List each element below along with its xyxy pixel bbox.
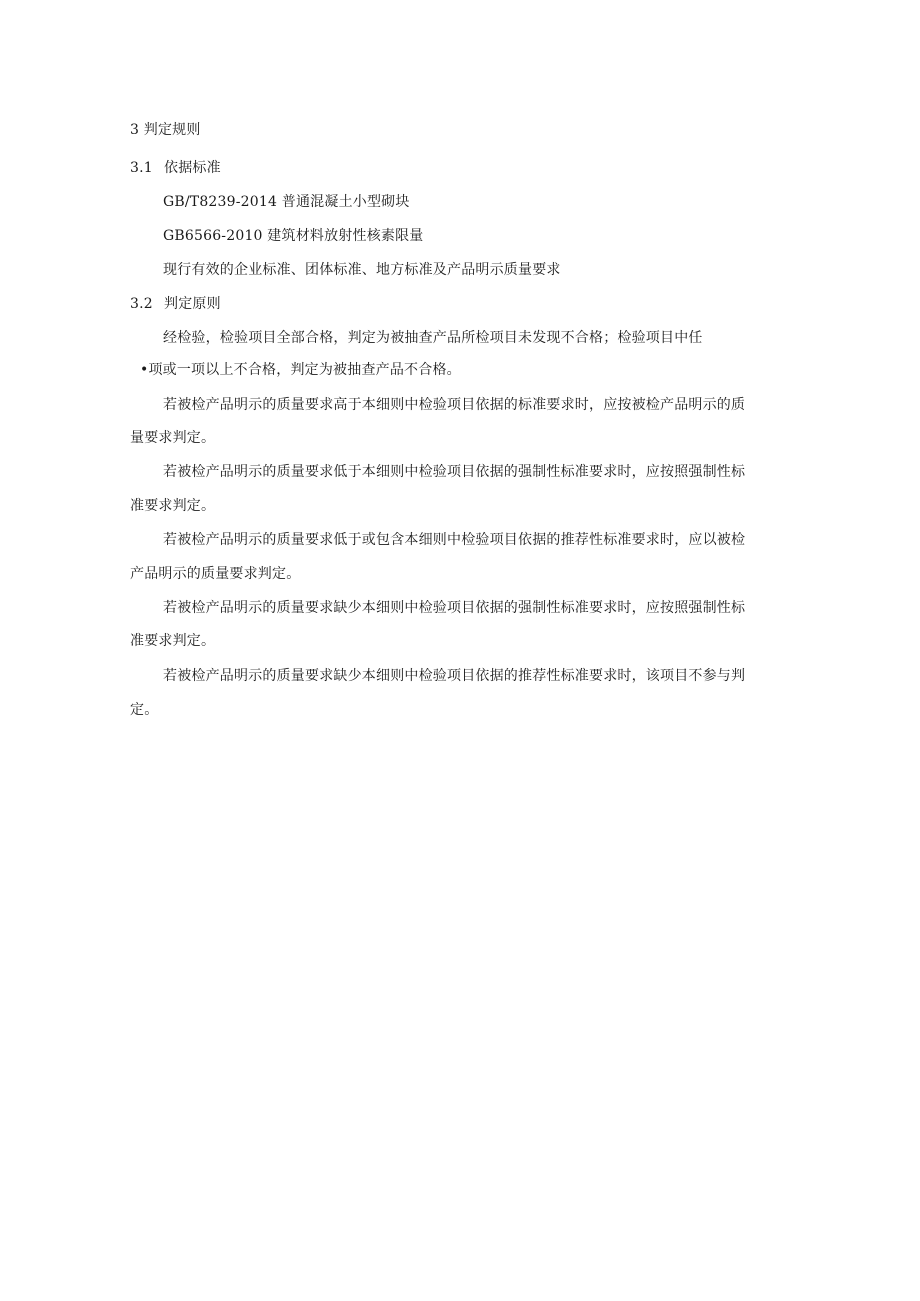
- principle-1-line-1: 经检验，检验项目全部合格，判定为被抽查产品所检项目未发现不合格；检验项目中任: [163, 330, 703, 346]
- subsection-number-3-2: 3.2: [130, 296, 153, 312]
- standard-item-3: 现行有效的企业标准、团体标准、地方标准及产品明示质量要求: [163, 262, 561, 278]
- subsection-title-3-2: 判定原则: [164, 296, 221, 312]
- principle-6-line-2: 定。: [130, 702, 159, 718]
- section-heading: 3 判定规则: [130, 122, 201, 138]
- principle-3-line-1: 若被检产品明示的质量要求低于本细则中检验项目依据的强制性标准要求时，应按照强制性标: [163, 464, 746, 480]
- subsection-number-3-1: 3.1: [130, 160, 153, 176]
- principle-1-line-2: •项或一项以上不合格，判定为被抽查产品不合格。: [140, 362, 461, 378]
- principle-3-line-2: 准要求判定。: [130, 498, 216, 514]
- principle-4-line-1: 若被检产品明示的质量要求低于或包含本细则中检验项目依据的推荐性标准要求时，应以被检: [163, 532, 746, 548]
- principle-2-line-1: 若被检产品明示的质量要求高于本细则中检验项目依据的标准要求时，应按被检产品明示的质: [163, 397, 746, 413]
- standard-item-1: GB/T8239-2014 普通混凝土小型砌块: [163, 194, 410, 210]
- principle-2-line-2: 量要求判定。: [130, 430, 216, 446]
- subsection-title-3-1: 依据标准: [164, 160, 221, 176]
- principle-5-line-2: 准要求判定。: [130, 633, 216, 649]
- principle-4-line-2: 产品明示的质量要求判定。: [130, 566, 301, 582]
- principle-5-line-1: 若被检产品明示的质量要求缺少本细则中检验项目依据的强制性标准要求时，应按照强制性标: [163, 600, 746, 616]
- standard-item-2: GB6566-2010 建筑材料放射性核素限量: [163, 228, 424, 244]
- principle-6-line-1: 若被检产品明示的质量要求缺少本细则中检验项目依据的推荐性标准要求时，该项目不参与判: [163, 668, 746, 684]
